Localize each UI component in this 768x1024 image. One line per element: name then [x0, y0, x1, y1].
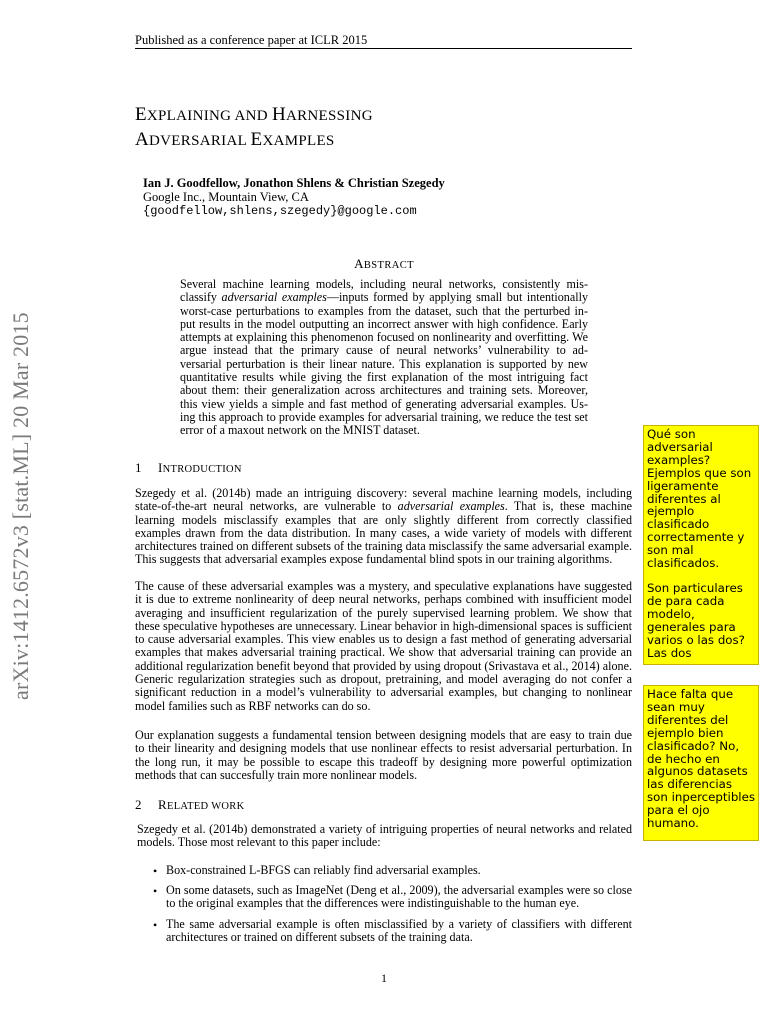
bullet-marker: • [153, 864, 158, 878]
intro-paragraph-2: The cause of these adversarial examples was a mystery, and speculative explanations have suggested it is due to extreme nonlinearity of deep neural networks, perhaps combined with insufficient model averaging and insufficient regularization of the purely supervised learning problem. We show that these speculative hypotheses are unnecessary. Linear behavior in high-dimensional spaces is sufficient to cause adversarial examples. This view enables us to design a fast method of generating adversarial examples that makes adversarial training practical. We show that adversarial training can provide an additional regularization benefit beyond that provided by using dropout (Srivastava et al., 2014) alone. Generic regularization strategies such as dropout, pretraining, and model averaging do not confer a significant reduction in a model’s vulnerability to adversarial examples, but changing to nonlinear model families such as RBF networks can do so. [135, 579, 632, 713]
title-line-1: EXPLAINING AND HARNESSING [135, 104, 373, 125]
annotation-text: Qué son adversarial examples? Ejemplos que son ligeramente diferentes al ejemplo clasificado correctamente y son mal clasificados. [647, 427, 752, 571]
related-paragraph-1: Szegedy et al. (2014b) demonstrated a variety of intriguing properties of neural networks and related models. Those most relevant to this paper include: [137, 822, 632, 850]
page-number: 1 [381, 971, 387, 985]
section-heading-introduction: 1 INTRODUCTION [135, 460, 242, 475]
bullet-item: On some datasets, such as ImageNet (Deng et al., 2009), the adversarial examples were so close to the original examples that the differences were indistinguishable to the human eye. [166, 883, 632, 911]
paper-title [135, 103, 373, 153]
intro-paragraph-3: Our explanation suggests a fundamental tension between designing models that are easy to train due to their linearity and designing models that use nonlinear effects to resist adversarial perturbation. In the long run, it may be possible to escape this tradeoff by designing more powerful optimization methods that can succesfully train more nonlinear models. [135, 728, 632, 782]
annotation-text: Hace falta que sean muy diferentes del ejemplo bien clasificado? No, de hecho en algunos datasets las diferencias son inperceptibles para el ojo humano. [647, 687, 755, 831]
bullet-marker: • [153, 918, 158, 932]
arxiv-identifier: arXiv:1412.6572v3 [stat.ML] 20 Mar 2015 [8, 312, 33, 700]
affiliation: Google Inc., Mountain View, CA [143, 190, 309, 204]
header-rule [135, 48, 632, 49]
annotation-note[interactable] [643, 685, 759, 841]
section-heading-related-work: 2 RELATED WORK [135, 797, 245, 812]
title-line-2: ADVERSARIAL EXAMPLES [135, 129, 335, 150]
intro-paragraph-1: Szegedy et al. (2014b) made an intriguing discovery: several machine learning models, including state-of-the-art neural networks, are vulnerable to adversarial examples. That is, these machine learning models misclassify examples that are only slightly different from correctly classified examples drawn from the data distribution. In many cases, a wide variety of models with different architectures trained on different subsets of the training data misclassify the same adversarial example. This suggests that adversarial examples expose fundamental blind spots in our training algorithms. [135, 486, 632, 567]
authors: Ian J. Goodfellow, Jonathon Shlens & Christian Szegedy [143, 176, 445, 190]
bullet-item: Box-constrained L-BFGS can reliably find adversarial examples. [166, 863, 481, 877]
annotation-text: Son particulares de para cada modelo, generales para varios o las dos? Las dos [647, 580, 745, 660]
running-header: Published as a conference paper at ICLR 2015 [135, 33, 368, 47]
abstract-body: Several machine learning models, including neural networks, consistently mis- classify adversarial examples—inputs formed by applying small but intentionally worst-case perturbations to examples from the dataset, such that the perturbed in- put results in the model outputting an incorrect answer with high confidence. Early attempts at explaining this phenomenon focused on nonlinearity and overfitting. We argue instead that the primary cause of neural networks’ vulnerability to ad- versarial perturbation is their linear nature. This explanation is supported by new quantitative results while giving the first explanation of the most intriguing fact about them: their generalization across architectures and training sets. Moreover, this view yields a simple and fast method of generating adversarial examples. Us- ing this approach to provide examples for adversarial training, we reduce the test set error of a maxout network on the MNIST dataset. [180, 277, 588, 438]
annotation-note[interactable] [643, 425, 759, 665]
bullet-item: The same adversarial example is often misclassified by a variety of classifiers with different architectures or trained on different subsets of the training data. [166, 917, 632, 945]
author-emails: {goodfellow,shlens,szegedy}@google.com [143, 204, 417, 218]
bullet-marker: • [153, 884, 158, 898]
abstract-heading: ABSTRACT [354, 256, 414, 271]
